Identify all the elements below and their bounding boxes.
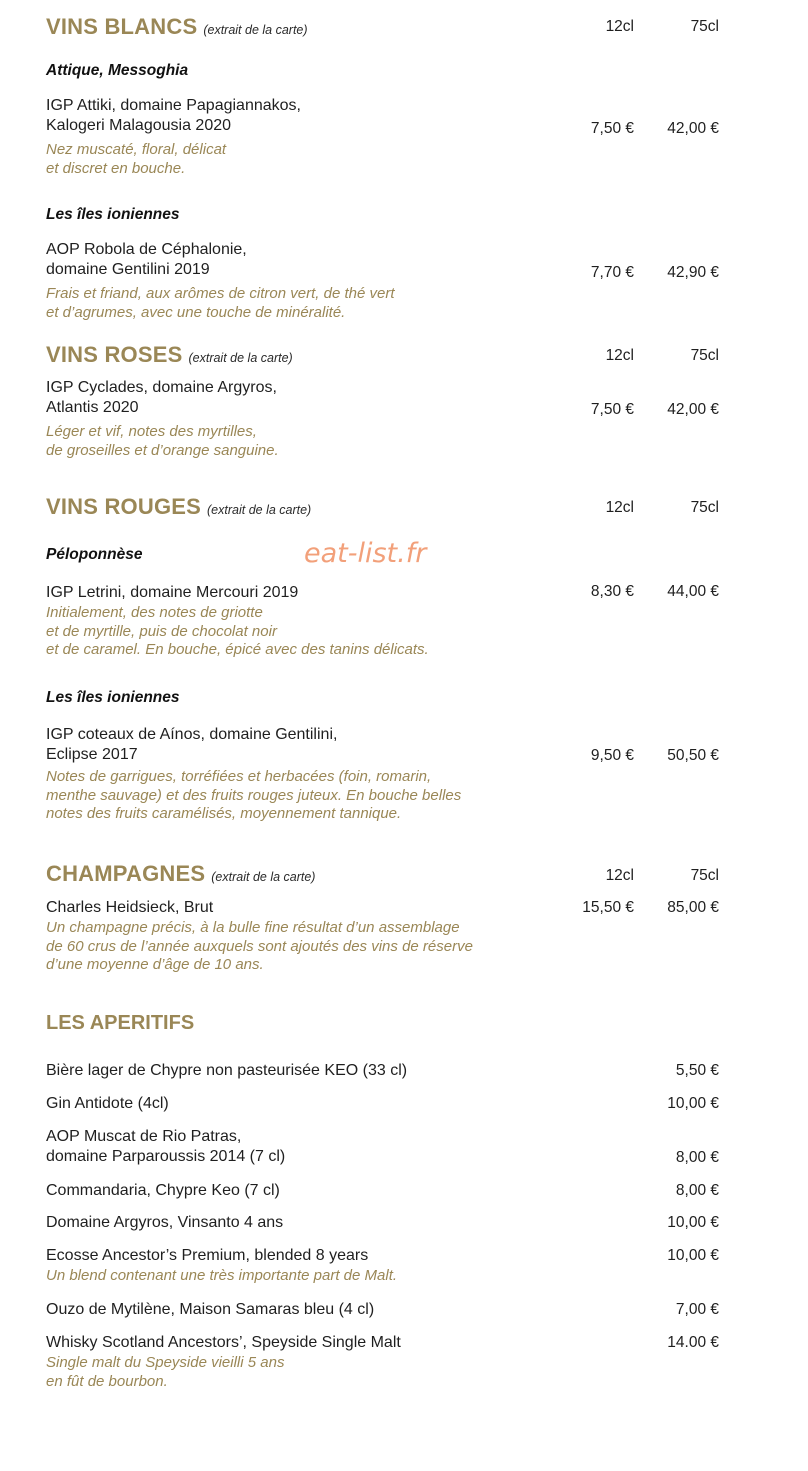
price-12cl: 7,50 € [590,120,634,137]
description-line: et de myrtille, puis de chocolat noir [46,622,277,640]
wine-name-line: domaine Gentilini 2019 [46,261,210,278]
header-12cl: 12cl [605,347,634,364]
description-line: Initialement, des notes de griotte [46,604,263,621]
section-title-vins-roses [46,342,293,368]
wine-name-line: Eclipse 2017 [46,746,138,763]
region-label: Péloponnèse [46,546,143,563]
region-label: Les îles ioniennes [46,206,180,223]
price-75cl: 44,00 € [667,583,719,600]
section-title-champagnes [46,861,315,887]
wine-name-line: AOP Robola de Céphalonie, [46,241,247,258]
header-75cl: 75cl [690,499,719,516]
description-line: Nez muscaté, floral, délicat [46,141,227,158]
price-75cl: 42,00 € [667,401,719,418]
aperitif-name: Gin Antidote (4cl) [46,1095,169,1112]
region-label: Les îles ioniennes [46,689,180,706]
description-line: menthe sauvage) et des fruits rouges juteux. En bouche belles [46,786,462,804]
header-12cl: 12cl [605,499,634,516]
section-title-vins-rouges [46,494,311,520]
description-line: Frais et friand, aux arômes de citron vert, de thé vert [46,285,395,302]
wine-name-line: Charles Heidsieck, Brut [46,899,214,916]
wine-name [46,725,337,765]
description-line: et d’agrumes, avec une touche de minéralité. [46,303,346,321]
wine-name-line: Atlantis 2020 [46,399,139,416]
wine-name-line: IGP coteaux de Aínos, domaine Gentilini, [46,726,338,743]
aperitif-price: 10,00 € [667,1247,719,1264]
description-line: Single malt du Speyside vieilli 5 ans [46,1354,285,1371]
price-12cl: 7,50 € [590,401,634,418]
section-note: (extrait de la carte) [207,503,312,517]
watermark: eat-list.fr [304,538,427,569]
price-12cl: 7,70 € [590,264,634,281]
aperitif-name: Ouzo de Mytilène, Maison Samaras bleu (4 cl) [46,1301,375,1318]
section-title-aperitifs: LES APERITIFS [46,1012,195,1034]
aperitif-price: 8,00 € [675,1182,719,1199]
price-75cl: 85,00 € [667,899,719,916]
aperitif-name: Bière lager de Chypre non pasteurisée KEO (33 cl) [46,1062,408,1079]
section-title-text: VINS ROUGES [46,494,202,519]
wine-description [46,768,461,824]
wine-description [46,141,226,178]
section-title-vins-blancs [46,14,308,40]
description-line: Un champagne précis, à la bulle fine résultat d’un assemblage [46,919,460,936]
aperitif-price: 10,00 € [667,1214,719,1231]
wine-name-line: IGP Letrini, domaine Mercouri 2019 [46,584,299,601]
header-75cl: 75cl [690,18,719,35]
price-12cl: 9,50 € [590,747,634,764]
price-75cl: 42,00 € [667,120,719,137]
price-75cl: 42,90 € [667,264,719,281]
price-12cl: 8,30 € [590,583,634,600]
wine-name [46,240,247,280]
wine-name [46,583,298,603]
section-note: (extrait de la carte) [188,351,293,365]
wine-name-line: Kalogeri Malagousia 2020 [46,117,232,134]
description-line: notes des fruits caramélisés, moyennement tannique. [46,805,402,822]
price-75cl: 50,50 € [667,747,719,764]
header-12cl: 12cl [605,867,634,884]
description-line: d’une moyenne d’âge de 10 ans. [46,956,264,973]
description-line: de groseilles et d’orange sanguine. [46,441,279,459]
description-line: en fût de bourbon. [46,1372,168,1390]
region-label: Attique, Messoghia [46,62,189,79]
aperitif-description [46,1354,284,1391]
aperitif-name: Ecosse Ancestor’s Premium, blended 8 years [46,1247,369,1264]
section-title-text: VINS BLANCS [46,14,198,39]
aperitif-price: 8,00 € [675,1149,719,1166]
wine-description [46,285,395,322]
wine-description [46,423,279,460]
aperitif-name [46,1127,285,1167]
aperitif-description: Un blend contenant une très importante part de Malt. [46,1267,398,1284]
aperitif-name-line: domaine Parparoussis 2014 (7 cl) [46,1148,286,1165]
description-line: Notes de garrigues, torréfiées et herbacées (foin, romarin, [46,768,432,785]
section-title-text: CHAMPAGNES [46,861,206,886]
wine-name-line: IGP Attiki, domaine Papagiannakos, [46,97,301,114]
wine-description [46,604,429,660]
header-75cl: 75cl [690,867,719,884]
header-75cl: 75cl [690,347,719,364]
aperitif-name-line: AOP Muscat de Rio Patras, [46,1128,242,1145]
description-line: Léger et vif, notes des myrtilles, [46,423,257,440]
wine-name [46,96,301,136]
section-note: (extrait de la carte) [203,23,308,37]
description-line: et discret en bouche. [46,159,186,177]
wine-name [46,378,277,418]
aperitif-price: 5,50 € [675,1062,719,1079]
price-12cl: 15,50 € [582,899,634,916]
aperitif-price: 7,00 € [675,1301,719,1318]
wine-name [46,898,213,918]
section-note: (extrait de la carte) [211,870,316,884]
aperitif-name: Whisky Scotland Ancestors’, Speyside Single Malt [46,1334,401,1351]
description-line: et de caramel. En bouche, épicé avec des tanins délicats. [46,641,429,658]
header-12cl: 12cl [605,18,634,35]
aperitif-name: Domaine Argyros, Vinsanto 4 ans [46,1214,284,1231]
wine-name-line: IGP Cyclades, domaine Argyros, [46,379,277,396]
section-title-text: VINS ROSES [46,342,183,367]
description-line: de 60 crus de l’année auxquels sont ajoutés des vins de réserve [46,937,473,955]
aperitif-price: 14.00 € [667,1334,719,1351]
wine-description [46,919,473,975]
aperitif-price: 10,00 € [667,1095,719,1112]
aperitif-name: Commandaria, Chypre Keo (7 cl) [46,1182,280,1199]
